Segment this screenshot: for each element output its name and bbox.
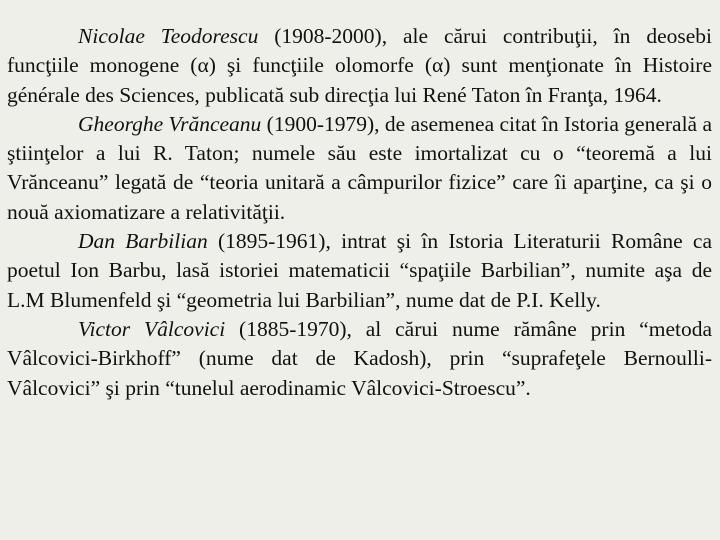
- paragraph-text: (1895-1961), intrat şi în Istoria Literaturii Române ca poetul Ion Barbu, lasă istoriei matematicii “spaţiile Barbilian”, numite aşa de L.M Blumenfeld şi “geometria lui Barbilian”, nume dat de P.I. Kelly.: [7, 229, 712, 312]
- person-name: Gheorghe Vrănceanu: [78, 111, 262, 136]
- paragraph-text: (1900-1979), de asemenea citat în Istoria generală a ştiinţelor a lui R. Taton; numele său este imortalizat cu o “teoremă a lui Vrănceanu” legată de “teoria unitară a câmpurilor fizice” care îi aparţine, ca şi o nouă axiomatizare a relativităţii.: [7, 111, 712, 224]
- paragraph-teodorescu: [7, 22, 712, 110]
- person-name: Victor Vâlcovici: [78, 316, 226, 341]
- person-name: Nicolae Teodorescu: [78, 24, 259, 48]
- paragraph-vranceanu: [7, 110, 712, 227]
- paragraph-text: (1885-1970), al cărui nume rămâne prin “metoda Vâlcovici-Birkhoff” (nume dat de Kadosh), prin “suprafeţele Bernoulli-Vâlcovici” şi prin “tunelul aerodinamic Vâlcovici-Stroescu”.: [7, 316, 712, 400]
- paragraph-valcovici: [7, 315, 712, 403]
- person-name: Dan Barbilian: [78, 229, 208, 254]
- paragraph-text: (1908-2000), ale cărui contribuţii, în deosebi funcţiile monogene (α) şi funcţiile olomorfe (α) sunt menţionate în Histoire générale des Sciences, publicată sub direcţia lui René Taton în Franţa, 1964.: [7, 24, 712, 107]
- paragraph-barbilian: [7, 227, 712, 315]
